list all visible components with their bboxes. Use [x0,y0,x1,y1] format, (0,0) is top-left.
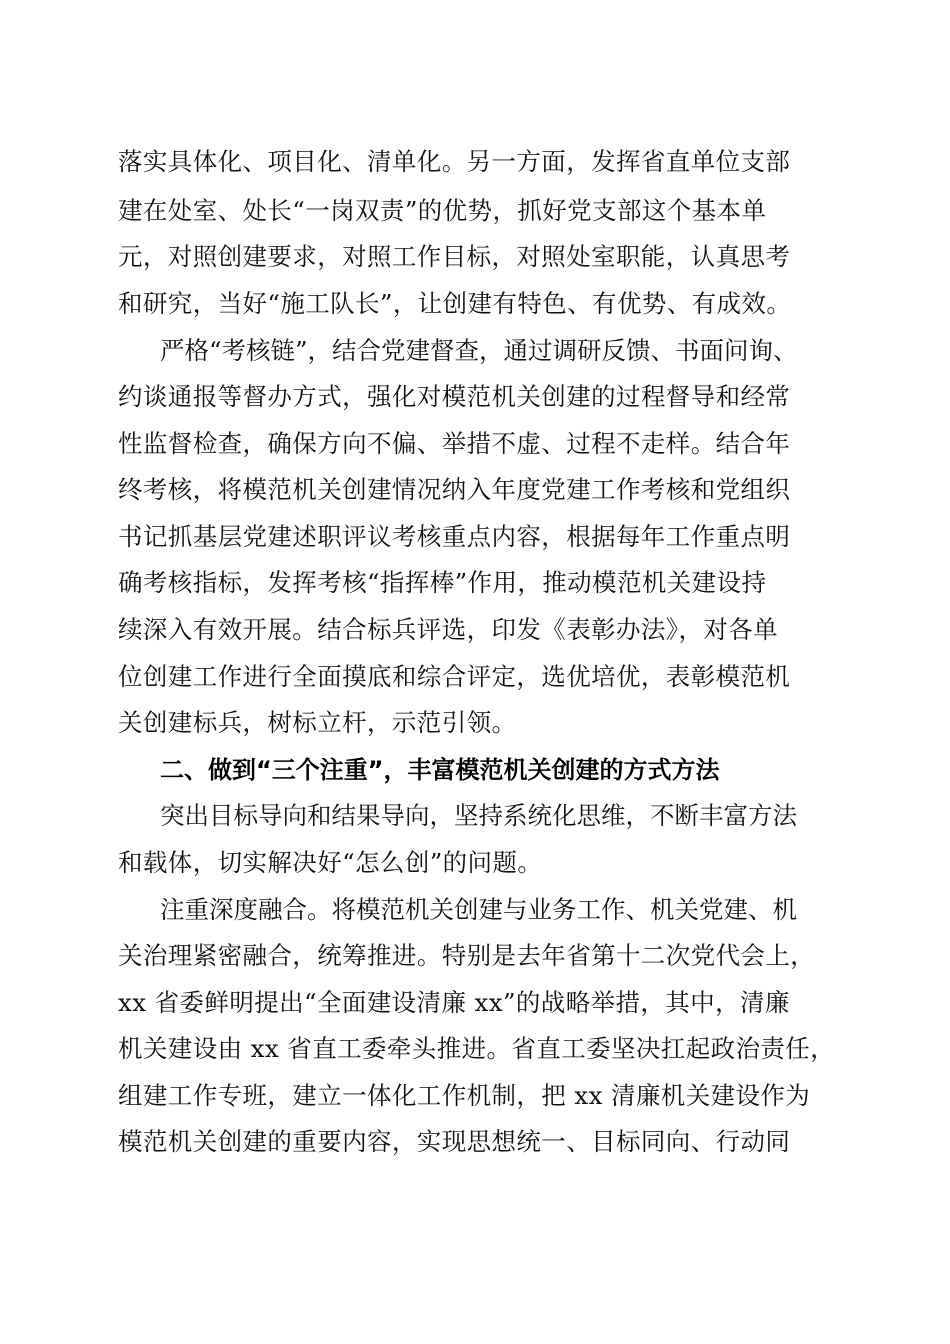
body-text-line: 建在处室、处长“一岗双责”的优势，抓好党支部这个基本单 [118,196,767,225]
body-text-line: 关创建标兵，树标立杆，示范引领。 [118,708,517,737]
body-text-line: 机关建设由 xx 省直工委牵头推进。省直工委坚决扛起政治责任， [118,1034,836,1063]
paragraph-first-line: 严格“考核链”，结合党建督查，通过调研反馈、书面问询、 [160,336,798,365]
section-heading: 二、做到“三个注重”，丰富模范机关创建的方式方法 [160,756,720,784]
body-text-line: 约谈通报等督办方式，强化对模范机关创建的过程督导和经常 [118,382,791,411]
paragraph-first-line: 注重深度融合。将模范机关创建与业务工作、机关党建、机 [160,895,797,924]
body-text-line: 位创建工作进行全面摸底和综合评定，选优培优，表彰模范机 [118,662,791,691]
body-text-line: 书记抓基层党建述职评议考核重点内容，根据每年工作重点明 [118,522,791,551]
body-text-line: 元，对照创建要求，对照工作目标，对照处室职能，认真思考 [118,242,791,271]
body-text-line: 组建工作专班，建立一体化工作机制，把 xx 清廉机关建设作为 [118,1081,811,1110]
body-text-line: 终考核，将模范机关创建情况纳入年度党建工作考核和党组织 [118,475,791,504]
body-text-line: 和载体，切实解决好“怎么创”的问题。 [118,848,543,877]
body-text-line: 确考核指标，发挥考核“指挥棒”作用，推动模范机关建设持 [118,568,767,597]
body-text-line: 关治理紧密融合，统筹推进。特别是去年省第十二次党代会上， [118,941,816,970]
body-text-line: xx 省委鲜明提出“全面建设清廉 xx”的战略举措，其中，清廉 [118,988,790,1017]
body-text-line: 模范机关创建的重要内容，实现思想统一、目标同向、行动同 [118,1127,791,1156]
body-text-line: 落实具体化、项目化、清单化。另一方面，发挥省直单位支部 [118,147,791,176]
body-text-line: 性监督检查，确保方向不偏、举措不虚、过程不走样。结合年 [118,429,791,458]
paragraph-first-line: 突出目标导向和结果导向，坚持系统化思维，不断丰富方法 [160,801,797,830]
body-text-line: 和研究，当好“施工队长”，让创建有特色、有优势、有成效。 [118,289,792,318]
body-text-line: 续深入有效开展。结合标兵评选，印发《表彰办法》，对各单 [118,615,779,644]
